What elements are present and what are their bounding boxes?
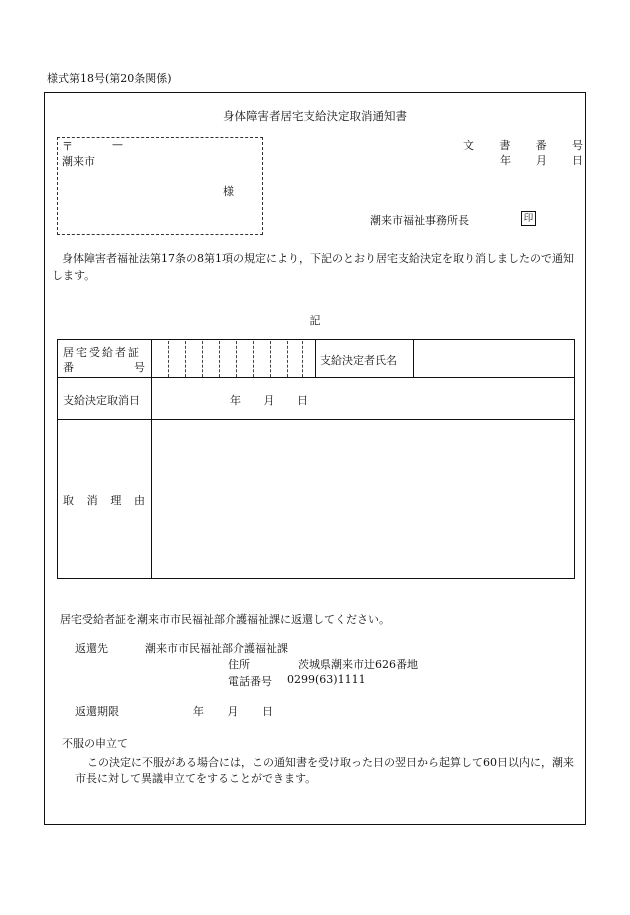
zip-mark: 〒: [62, 140, 73, 153]
cert-label-char: 番: [63, 361, 74, 374]
doc-number-char: 番: [535, 139, 547, 152]
digit-divider: [168, 341, 169, 377]
reason-char: 理: [110, 494, 122, 507]
table-row-divider: [58, 377, 574, 378]
return-due-label: 返還期限: [75, 705, 119, 718]
return-destination-label: 返還先: [75, 642, 108, 655]
zip-dash: —: [112, 138, 123, 151]
return-instruction: 居宅受給者証を潮来市市民福祉部介護福祉課に返還してください。: [60, 613, 390, 626]
return-due-date: [193, 703, 273, 719]
return-phone-label: 電話番号: [228, 675, 272, 688]
reason-char: 消: [86, 494, 98, 507]
objection-title: 不服の申立て: [62, 737, 128, 750]
return-destination-dept: 潮来市市民福祉部介護福祉課: [145, 642, 288, 655]
reason-char: 取: [63, 494, 74, 507]
cert-number-label-line2: [63, 359, 145, 375]
address-box: [57, 137, 263, 235]
table-row-divider: [58, 419, 574, 420]
issue-date-label: [500, 152, 583, 168]
date-year: 年: [500, 154, 511, 167]
digit-divider: [185, 341, 186, 377]
date-month: 月: [536, 154, 547, 167]
table-col-divider: [151, 340, 152, 579]
doc-number-char: 書: [499, 139, 511, 152]
body-paragraph: 身体障害者福祉法第17条の8第1項の規定により，下記のとおり居宅支給決定を取り消しましたので通知します。: [52, 252, 574, 282]
seal-mark: 印: [521, 211, 536, 226]
date-day: 日: [572, 154, 583, 167]
digit-divider: [270, 341, 271, 377]
due-day: 日: [262, 705, 273, 718]
honorific: 様: [223, 185, 234, 198]
cancel-date-year: 年: [230, 394, 241, 407]
reason-char: 由: [133, 494, 145, 507]
digit-divider: [236, 341, 237, 377]
cancel-date-value: [230, 392, 308, 408]
table-col-divider: [413, 340, 414, 377]
objection-text: この決定に不服がある場合には，この通知書を受け取った日の翌日から起算して60日以内に，潮来市長に対して異議申立てをすることができます。: [75, 756, 574, 785]
digit-divider: [253, 341, 254, 377]
cert-number-label: 居宅受給者証: [63, 346, 141, 359]
recipient-name-label: 支給決定者氏名: [320, 354, 397, 367]
form-number-label: 様式第18号(第20条関係): [47, 72, 172, 85]
digit-divider: [219, 341, 220, 377]
doc-number-char: 文: [463, 139, 474, 152]
doc-number-char: 号: [571, 139, 583, 152]
reason-label: [63, 492, 145, 508]
cancel-date-label: 支給決定取消日: [63, 394, 140, 407]
due-year: 年: [193, 705, 204, 718]
digit-divider: [302, 341, 303, 377]
issuer-name: 潮来市福祉事務所長: [370, 214, 469, 227]
cert-label-char: 号: [134, 361, 145, 374]
document-title: 身体障害者居宅支給決定取消通知書: [223, 109, 407, 123]
cancel-date-month: 月: [263, 394, 275, 407]
return-phone: 0299(63)1111: [287, 673, 366, 686]
return-address-label: 住所: [228, 658, 250, 671]
return-address: 茨城県潮来市辻626番地: [298, 658, 418, 671]
address-city: 潮来市: [62, 155, 95, 168]
digit-divider: [202, 341, 203, 377]
document-number-label: [463, 137, 583, 153]
digit-divider: [287, 341, 288, 377]
due-month: 月: [227, 705, 239, 718]
cancel-date-day: 日: [297, 394, 308, 407]
ki-heading: 記: [309, 314, 321, 327]
info-table: [57, 339, 575, 579]
table-col-divider: [315, 340, 316, 377]
